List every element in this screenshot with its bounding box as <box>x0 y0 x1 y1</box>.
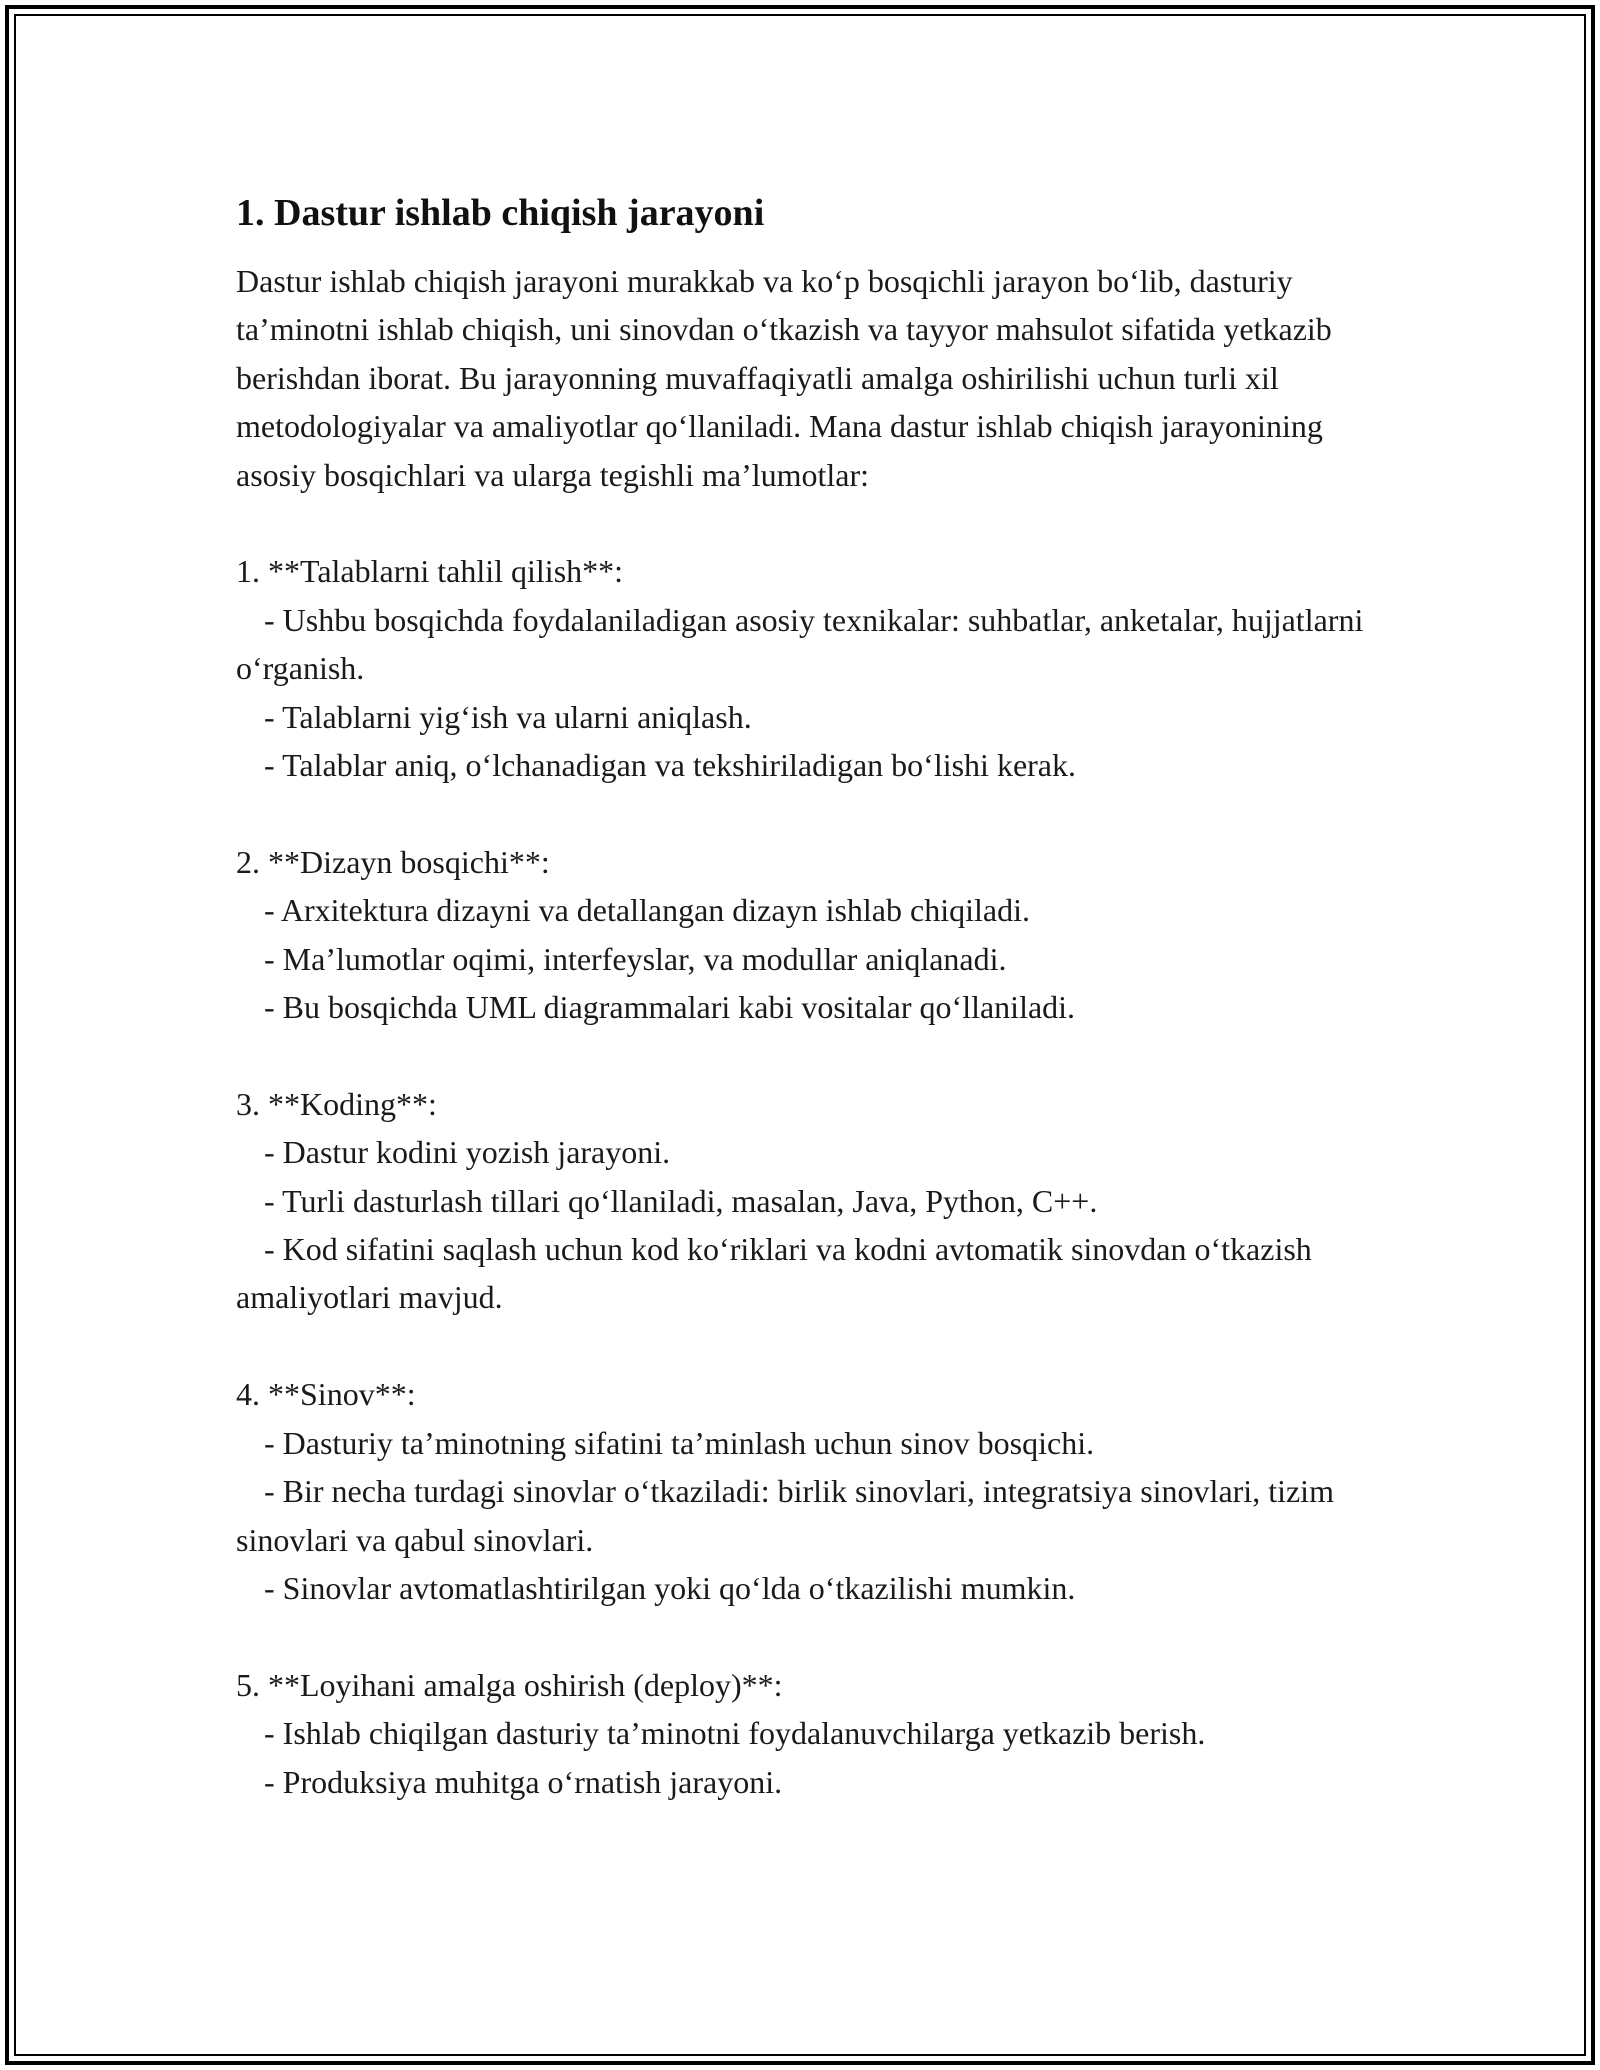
list-item: - Sinovlar avtomatlashtirilgan yoki qo‘lda o‘tkazilishi mumkin. <box>264 1569 1076 1606</box>
section-heading: 2. **Dizayn bosqichi**: <box>236 843 550 880</box>
section-heading: 4. **Sinov**: <box>236 1376 416 1413</box>
list-item: - Ishlab chiqilgan dasturiy ta’minotni foydalanuvchilarga yetkazib berish. <box>264 1715 1206 1752</box>
section-testing <box>236 1370 1396 1612</box>
list-item: - Arxitektura dizayni va detallangan dizayn ishlab chiqiladi. <box>264 892 1030 929</box>
list-item: - Talablarni yig‘ish va ularni aniqlash. <box>264 698 752 735</box>
section-deploy <box>236 1661 1396 1806</box>
section-heading: 1. **Talablarni tahlil qilish**: <box>236 553 624 590</box>
list-item: - Turli dasturlash tillari qo‘llaniladi, masalan, Java, Python, C++. <box>264 1182 1098 1219</box>
list-item: - Bir necha turdagi sinovlar o‘tkaziladi: birlik sinovlari, integratsiya sinovlari, tizim sinovlari va qabul sinovlari. <box>236 1473 1342 1558</box>
section-coding <box>236 1080 1396 1322</box>
section-design <box>236 838 1396 1032</box>
intro-paragraph: Dastur ishlab chiqish jarayoni murakkab va ko‘p bosqichli jarayon bo‘lib, dasturiy ta’minotni ishlab chiqish, uni sinovdan o‘tkazish va tayyor mahsulot sifatida yetkazib berishdan iborat. Bu jarayonning muvaffaqiyatli amalga oshirilishi uchun turli xil metodologiyalar va amaliyotlar qo‘llaniladi. Mana dastur ishlab chiqish jarayonining asosiy bosqichlari va ularga tegishli ma’lumotlar: <box>236 263 1340 493</box>
section-requirements <box>236 547 1396 789</box>
document-body <box>236 188 1396 1806</box>
list-item: - Ma’lumotlar oqimi, interfeyslar, va modullar aniqlanadi. <box>264 940 1007 977</box>
section-heading: 5. **Loyihani amalga oshirish (deploy)**: <box>236 1666 783 1703</box>
list-item: - Ushbu bosqichda foydalaniladigan asosiy texnikalar: suhbatlar, anketalar, hujjatlarni o‘rganish. <box>236 601 1372 687</box>
list-item: - Dasturiy ta’minotning sifatini ta’minlash uchun sinov bosqichi. <box>264 1424 1095 1461</box>
list-item: - Kod sifatini saqlash uchun kod ko‘riklari va kodni avtomatik sinovdan o‘tkazish amaliyotlari mavjud. <box>236 1231 1320 1316</box>
list-item: - Dastur kodini yozish jarayoni. <box>264 1134 671 1171</box>
list-item: - Bu bosqichda UML diagrammalari kabi vositalar qo‘llaniladi. <box>264 989 1076 1026</box>
section-heading: 3. **Koding**: <box>236 1085 437 1122</box>
document-title: 1. Dastur ishlab chiqish jarayoni <box>236 192 765 234</box>
list-item: - Produksiya muhitga o‘rnatish jarayoni. <box>264 1763 783 1800</box>
list-item: - Talablar aniq, o‘lchanadigan va tekshiriladigan bo‘lishi kerak. <box>264 747 1076 784</box>
